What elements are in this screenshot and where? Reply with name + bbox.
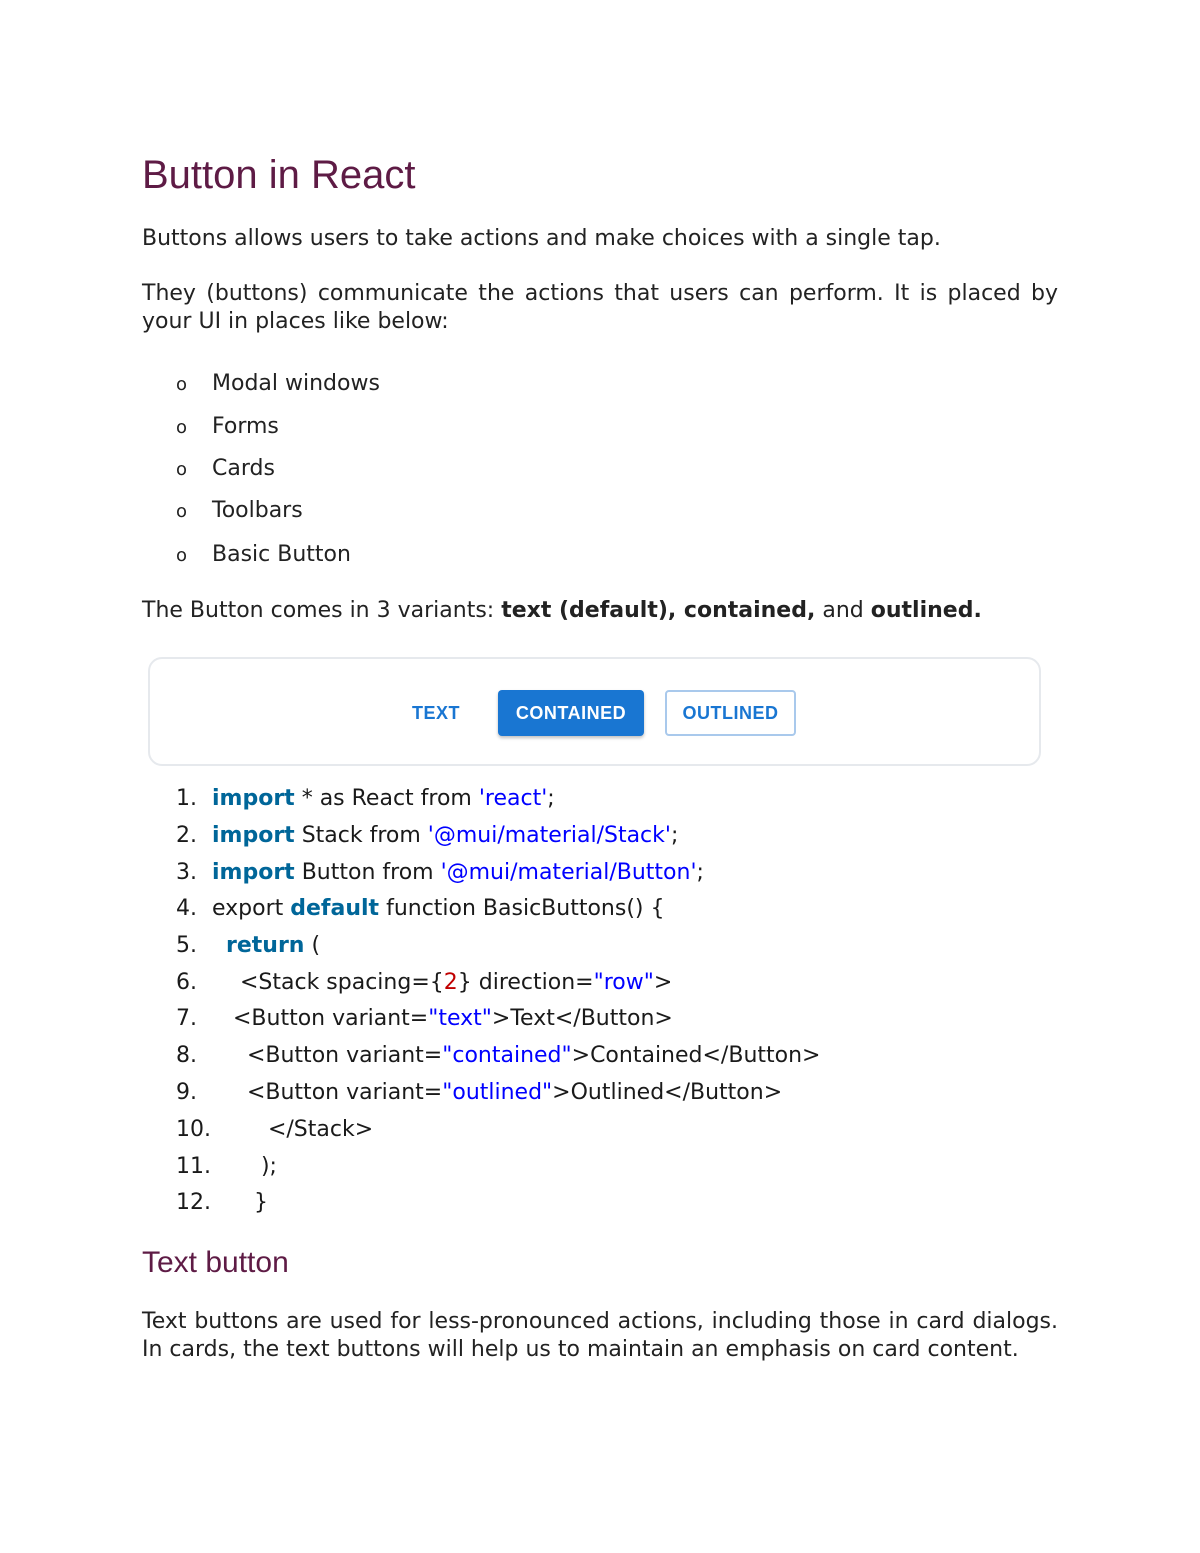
line-number: 4. [176, 896, 197, 921]
list-item [176, 497, 303, 526]
code-text: > [653, 970, 673, 995]
bullet-icon: o [176, 417, 188, 438]
code-text: <Button variant= [212, 1043, 443, 1068]
line-number: 9. [176, 1080, 197, 1105]
list-item-label: Forms [212, 414, 279, 439]
code-text: </Stack> [212, 1117, 374, 1142]
code-text: >Outlined</Button> [552, 1080, 783, 1105]
outlined-variant-button[interactable]: OUTLINED [665, 690, 796, 736]
list-item [176, 541, 351, 570]
variant-text-contained: text (default), contained, [501, 598, 816, 623]
line-number: 6. [176, 970, 197, 995]
code-text: } [212, 1190, 268, 1215]
line-number: 5. [176, 933, 197, 958]
code-text: ; [547, 786, 555, 811]
code-text: ); [212, 1154, 277, 1179]
code-keyword: return [226, 933, 305, 958]
list-item [176, 413, 279, 442]
bullet-icon: o [176, 545, 188, 566]
code-text: Stack from [294, 823, 428, 848]
code-line [176, 1152, 277, 1182]
line-number: 10. [176, 1117, 211, 1142]
code-line [176, 1188, 268, 1218]
code-keyword: import [212, 860, 295, 885]
code-string: "row" [593, 970, 654, 995]
variants-sentence [142, 597, 982, 625]
code-text: Button from [294, 860, 441, 885]
code-text: * as React from [294, 786, 479, 811]
code-line [176, 821, 678, 851]
line-number: 3. [176, 860, 197, 885]
code-text: ; [670, 823, 679, 848]
bullet-icon: o [176, 374, 188, 395]
text-variant-button[interactable]: TEXT [411, 702, 460, 723]
code-text: ; [696, 860, 704, 885]
code-text: <Button variant= [212, 1080, 443, 1105]
line-number: 7. [176, 1006, 197, 1031]
code-text: >Text</Button> [491, 1006, 673, 1031]
line-number: 2. [176, 823, 197, 848]
code-text: function BasicButtons() { [379, 896, 665, 921]
code-text: <Stack spacing={ [212, 970, 444, 995]
bullet-icon: o [176, 501, 188, 522]
code-line [176, 1078, 782, 1108]
code-line [176, 894, 665, 924]
variants-prefix: The Button comes in 3 variants: [142, 598, 502, 623]
line-number: 8. [176, 1043, 197, 1068]
list-item-label: Modal windows [212, 371, 380, 396]
code-text: >Contained</Button> [571, 1043, 821, 1068]
code-line [176, 968, 672, 998]
code-string: "outlined" [442, 1080, 553, 1105]
code-line [176, 931, 320, 961]
list-item-label: Cards [212, 456, 275, 481]
variants-and: and [815, 598, 871, 623]
code-string: '@mui/material/Stack' [427, 823, 671, 848]
line-number: 11. [176, 1154, 211, 1179]
contained-variant-button[interactable]: CONTAINED [498, 690, 644, 736]
code-line [176, 1004, 673, 1034]
line-number: 1. [176, 786, 197, 811]
intro-paragraph: Buttons allows users to take actions and make choices with a single tap. [142, 226, 941, 251]
code-text: ( [304, 933, 321, 958]
variant-outlined: outlined. [870, 598, 982, 623]
code-keyword: default [290, 896, 380, 921]
code-keyword: import [212, 823, 295, 848]
section-paragraph: Text buttons are used for less-pronounced actions, including those in card dialogs. In cards, the text buttons will help us to maintain an emphasis on card content. [142, 1309, 1058, 1362]
list-item-label: Basic Button [212, 542, 351, 567]
page-title: Button in React [142, 153, 416, 197]
list-item [176, 370, 380, 399]
line-number: 12. [176, 1190, 211, 1215]
bullet-icon: o [176, 459, 188, 480]
list-item-label: Toolbars [212, 498, 303, 523]
intro-paragraph-2: They (buttons) communicate the actions that users can perform. It is placed by your UI in places like below: [142, 281, 1058, 334]
code-line [176, 1115, 373, 1145]
code-line [176, 858, 704, 888]
code-text [212, 933, 226, 958]
list-item [176, 455, 275, 484]
code-line [176, 784, 555, 814]
code-string: "contained" [442, 1043, 572, 1068]
code-string: "text" [428, 1006, 492, 1031]
code-keyword: import [212, 786, 295, 811]
code-string: '@mui/material/Button' [440, 860, 697, 885]
code-text: } direction= [457, 970, 594, 995]
code-line [176, 1041, 820, 1071]
code-text: export [212, 896, 291, 921]
code-string: 'react' [478, 786, 548, 811]
section-heading: Text button [142, 1246, 289, 1279]
code-number: 2 [443, 970, 458, 995]
code-text: <Button variant= [212, 1006, 429, 1031]
